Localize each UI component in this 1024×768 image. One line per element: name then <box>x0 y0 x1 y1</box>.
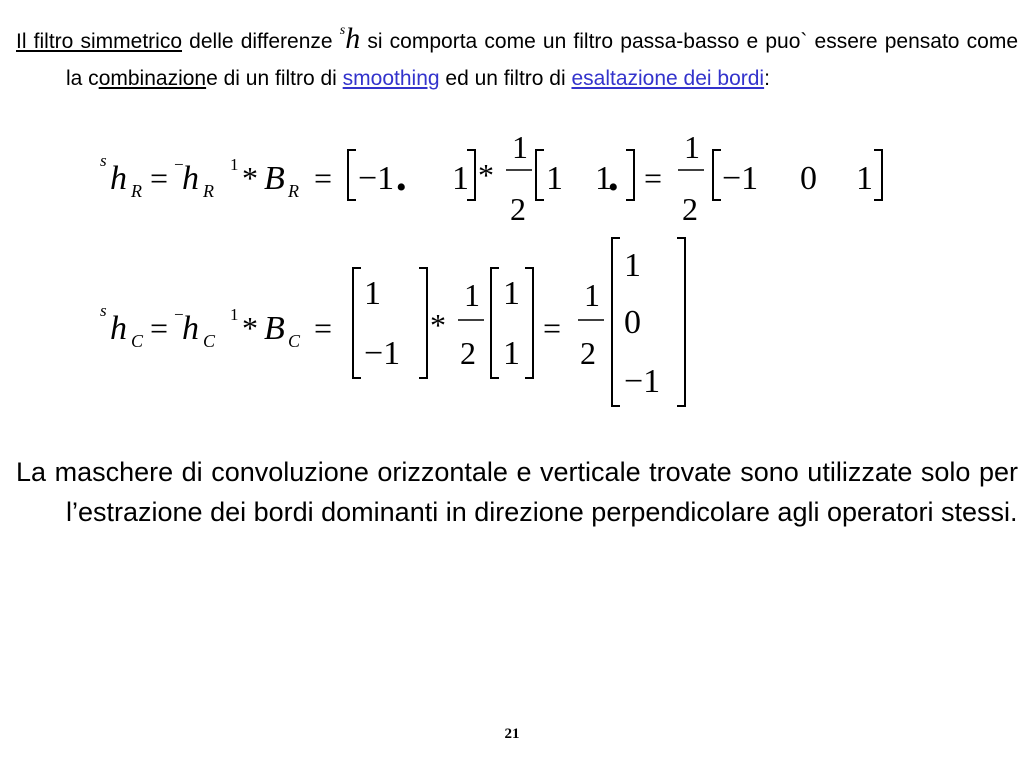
row-result-0: −1 <box>722 160 759 197</box>
eq2-h2: h <box>182 310 199 347</box>
equation-horizontal <box>100 129 882 227</box>
eq2-star2: * <box>430 307 446 343</box>
bracket-left <box>536 150 544 200</box>
eq1-sub-r2: R <box>203 181 214 201</box>
edge-enhancement-link[interactable]: esaltazione dei bordi <box>571 67 765 90</box>
eq1-b: B <box>264 160 285 197</box>
col-vec-b-1: 1 <box>503 335 520 372</box>
bracket-right <box>874 150 882 200</box>
equation-vertical <box>100 238 685 406</box>
eq2-b: B <box>264 310 285 347</box>
bracket-left <box>353 268 361 378</box>
eq2-h: h <box>110 310 127 347</box>
frac3-num: 1 <box>464 277 480 313</box>
intro-underlined-combination: ombinazion <box>98 67 207 90</box>
col-result-1: 0 <box>624 304 641 341</box>
col-result-2: −1 <box>624 363 661 400</box>
intro-text-4: ed un filtro di <box>439 67 572 90</box>
bracket-left <box>348 150 356 200</box>
eq2-minus-sup: − <box>174 305 184 324</box>
page-number: 21 <box>504 726 520 742</box>
eq1-equals2: = <box>314 160 333 196</box>
bracket-right <box>419 268 427 378</box>
intro-symbol-sup: s <box>339 23 346 38</box>
smoothing-link[interactable]: smoothing <box>342 67 440 90</box>
eq2-sub-c3: C <box>288 331 301 351</box>
eq2-equals2: = <box>314 310 333 346</box>
eq1-equals: = <box>150 160 169 196</box>
row-vec-a-1: 1 <box>452 160 469 197</box>
frac2-num: 1 <box>684 129 700 165</box>
eq2-equals3: = <box>543 310 562 346</box>
bracket-left <box>491 268 499 378</box>
bracket-right <box>525 268 533 378</box>
frac4-num: 1 <box>584 277 600 313</box>
frac1-num: 1 <box>512 129 528 165</box>
eq2-star: * <box>242 310 258 346</box>
eq2-sup-s: s <box>100 301 107 320</box>
eq1-star: * <box>242 160 258 196</box>
row-vec-b-dot: • <box>608 171 619 204</box>
eq2-sub-c: C <box>131 331 144 351</box>
eq1-equals3: = <box>644 160 663 196</box>
col-vec-b-0: 1 <box>503 275 520 312</box>
eq2-one-sup: 1 <box>230 305 239 324</box>
eq1-one-sup: 1 <box>230 155 239 174</box>
intro-text-1: delle differenze <box>182 30 340 53</box>
bracket-right <box>677 238 685 406</box>
conclusion-paragraph: La maschere di convoluzione orizzontale e verticale trovate sono utilizzate solo per l’estrazione dei bordi dominanti in direzione perpendicolare agli operatori stessi. <box>16 457 1018 527</box>
frac2-den: 2 <box>682 191 698 227</box>
eq1-sub-r3: R <box>288 181 299 201</box>
frac1-den: 2 <box>510 191 526 227</box>
eq2-equals: = <box>150 310 169 346</box>
eq1-star2: * <box>478 157 494 193</box>
frac4-den: 2 <box>580 335 596 371</box>
intro-underlined-term: Il filtro simmetrico <box>16 30 183 53</box>
row-result-2: 1 <box>856 160 873 197</box>
row-vec-b-1: 1 <box>595 160 612 197</box>
row-result-1: 0 <box>800 160 817 197</box>
bracket-right <box>626 150 634 200</box>
eq1-h2: h <box>182 160 199 197</box>
intro-colon: : <box>764 67 770 90</box>
row-vec-b-0: 1 <box>546 160 563 197</box>
row-vec-a-0: −1 <box>358 160 395 197</box>
bracket-left <box>713 150 721 200</box>
eq1-h: h <box>110 160 127 197</box>
col-vec-a-1: −1 <box>364 335 401 372</box>
intro-symbol-h: h <box>345 22 361 55</box>
eq2-sub-c2: C <box>203 331 216 351</box>
eq1-sup-s: s <box>100 151 107 170</box>
intro-text-3: e di un filtro di <box>206 67 343 90</box>
col-result-0: 1 <box>624 247 641 284</box>
frac3-den: 2 <box>460 335 476 371</box>
eq1-sub-r: R <box>131 181 142 201</box>
bracket-left <box>612 238 620 406</box>
eq1-minus-sup: − <box>174 155 184 174</box>
intro-text-2: si comporta come un filtro passa-basso e puo` essere pensato come la c <box>66 30 1018 90</box>
row-vec-a-dot: • <box>396 171 407 204</box>
col-vec-a-0: 1 <box>364 275 381 312</box>
